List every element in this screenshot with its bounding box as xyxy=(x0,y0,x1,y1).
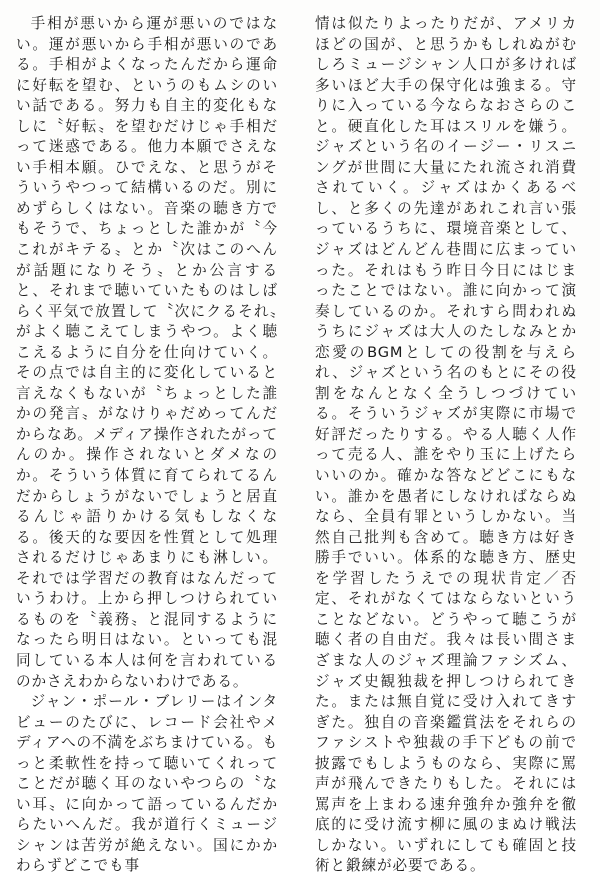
paragraph: 手相が悪いから運が悪いのではない。運が悪いから手相が悪いのである。手相がよくなったんだから運命に好転を望む、というのもムシのいい話である。努力も自主的変化もなしに〝好転〟を望むだけじゃ手相だって迷惑である。他力本願でさえない手相本願。ひでえな、と思うがそういうやつって結構いるのだ。別にめずらしくはない。音楽の聴き方でもそうで、ちょっとした誰かが〝今これがキテる〟とか〝次はこのへんが話題になりそう〟とか公言すると、それまで聴いていたものはしばらく平気で放置して〝次にクるそれ〟がよく聴こえてしまうやつ。よく聴こえるように自分を仕向けていく。その点では自主的に変化していると言えなくもないが〝ちょっとした誰かの発言〟がなけりゃだめってんだからなあ。メディア操作されたがってんのか。操作されないとダメなのか。そういう体質に育てられてるんだからしょうがないでしょうと居直るんじゃ語りかける気もしなくなる。後天的な要因を性質として処理されるだけじゃあまりにも淋しい。それでは学習だの教育はなんだっていうわけ。上から押しつけられているものを〝義務〟と混同するようになったら明日はない。といっても混同している本人は何を言われているのかさえわからないわけである。 xyxy=(16,15,278,690)
left-column xyxy=(16,14,278,877)
paragraph: 情は似たりよったりだが、アメリカほどの国が、と思うかもしれぬがむしろミュージシャン人口が多ければ多いほど大手の保守化は強まる。守りに入っている今ならなおさらのこと。硬直化した耳はスリルを嫌う。ジャズという名のイージー・リスニングが世間に大量にたれ流され消費されていく。ジャズはかくあるべし、と多くの先達があれこれ言い張っているうちに、環境音楽として、ジャズはどんどん巷間に広まっていった。それはもう昨日今日にはじまったことではない。誰に向かって演奏しているのか。それすら問われぬうちにジャズは大人のたしなみとか恋愛のBGMとしての役割を与えられ、ジャズという名のもとにその役割をなんとなく全うしつづけている。そういうジャズが実際に市場で好評だったりする。やる人聴く人作って売る人、誰をやり玉に上げたらいいのか。確かな答などどこにもない。誰かを愚者にしなければならぬなら、全員有罪というしかない。当然自己批判も含めて。聴き方は好き勝手でいい。体系的な聴き方、歴史を学習したうえでの現状肯定／否定、それがなくてはならないということなどない。どうやって聴こうが聴く者の自由だ。我々は長い間さまざまな人のジャズ理論ファシズム、ジャズ史観独裁を押しつけられてきた。または無自覚に受け入れてきすぎた。独自の音楽鑑賞法をそれらのファシストや独裁の手下どもの前で披露でもしようものなら、実際に罵声が飛んできたりもした。それには罵声を上まわる速弁強弁か強弁を徹底的に受け流す柳に風のまぬけ戦法しかない。いずれにしても確固と技術と鍛練が必要である。 xyxy=(315,15,577,875)
paragraph: ジャン・ポール・ブレリーはインタビューのたびに、レコード会社やメディアへの不満をぶちまけている。もっと柔軟性を持って聴いてくれってことだが聴く耳のないやつらの〝ない耳〟に向かって語っているんだからたいへんだ。我が道行くミュージシャンは苦労が絶えない。国にかかわらずどこでも事 xyxy=(16,693,278,875)
right-column xyxy=(315,14,577,877)
